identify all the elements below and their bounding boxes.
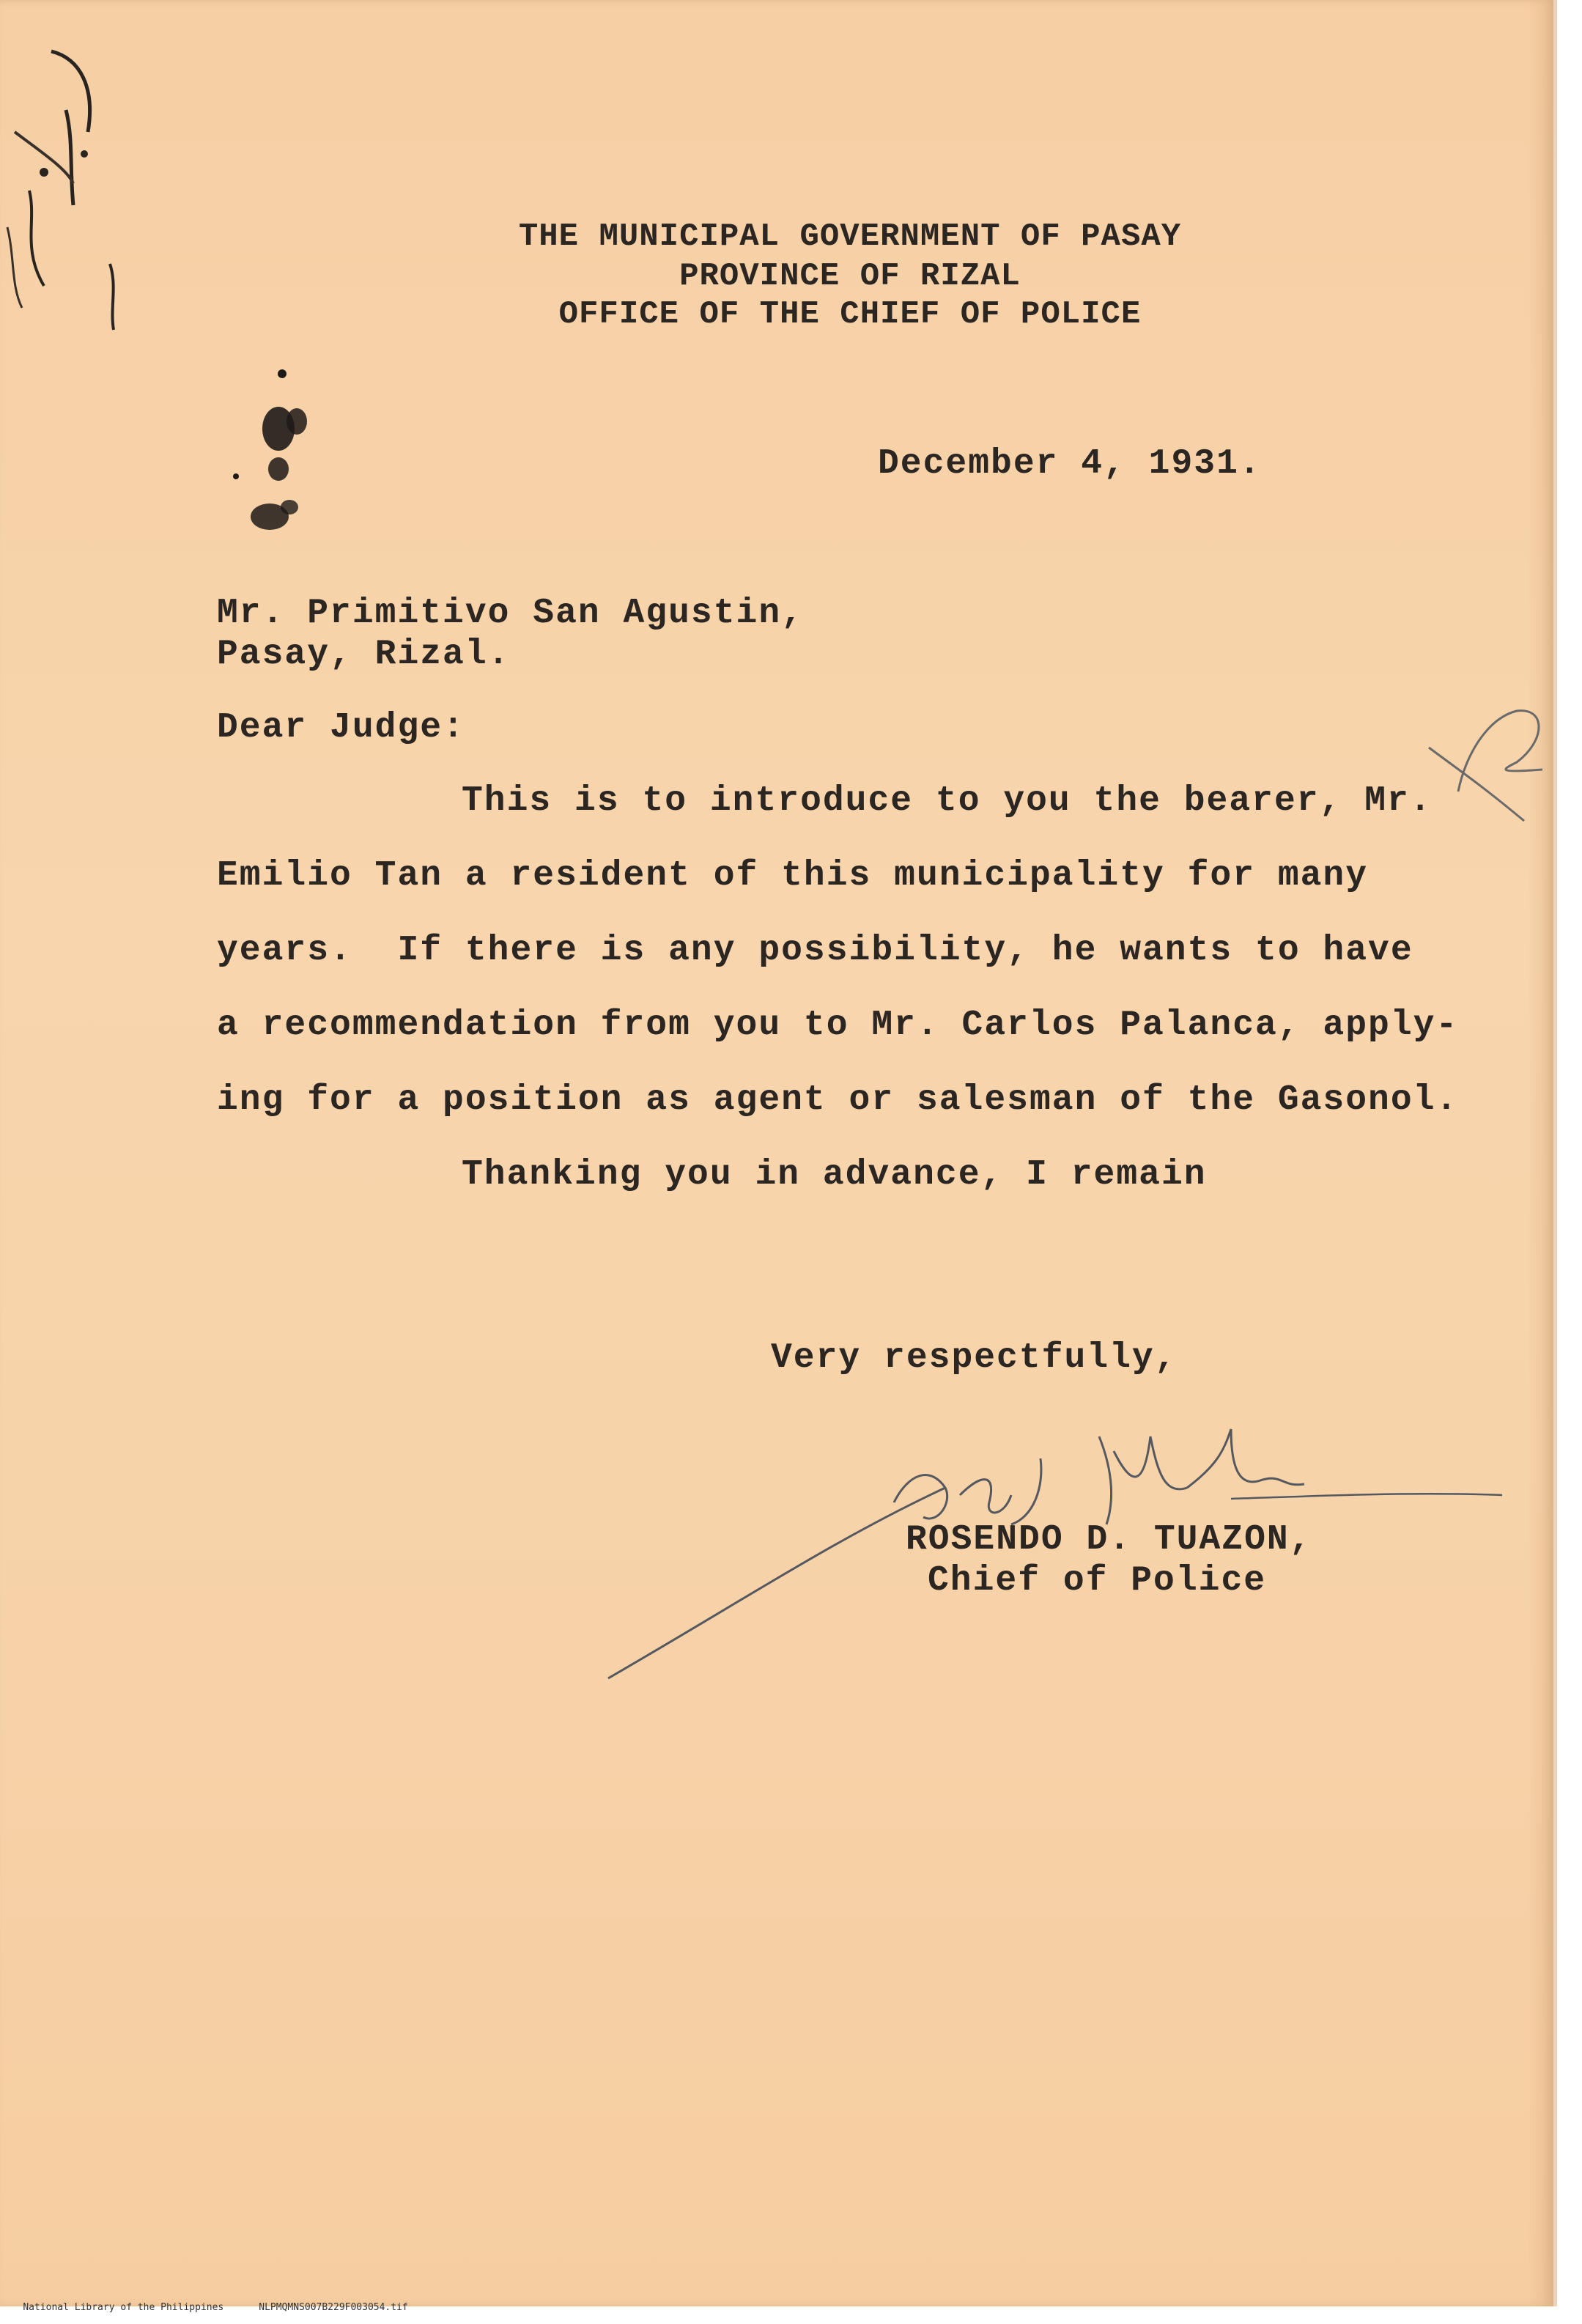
body-line-5: ing for a position as agent or salesman of the Gasonol.	[217, 1080, 1459, 1120]
corner-handwritten-marks	[0, 44, 132, 337]
body-line-2: Emilio Tan a resident of this municipality for many	[217, 856, 1369, 896]
archive-footer-caption	[0, 2291, 443, 2324]
closing: Very respectfully,	[771, 1338, 1178, 1378]
body-line-4: a recommendation from you to Mr. Carlos Palanca, apply-	[217, 1006, 1459, 1045]
body-line-3: years. If there is any possibility, he wants to have	[217, 931, 1413, 970]
footer-institution: National Library of the Philippines	[23, 2302, 224, 2313]
paper-edge-shadow	[1528, 0, 1557, 2306]
ink-blot-stain	[220, 352, 322, 550]
letterhead-line-3: OFFICE OF THE CHIEF OF POLICE	[558, 296, 1142, 333]
letterhead-line-1: THE MUNICIPAL GOVERNMENT OF PASAY	[518, 218, 1182, 255]
salutation: Dear Judge:	[217, 708, 465, 748]
handwritten-initial-mark	[1414, 696, 1561, 850]
body-line-1: This is to introduce to you the bearer, Mr.	[462, 781, 1433, 821]
body-line-6: Thanking you in advance, I remain	[462, 1155, 1207, 1195]
letterhead-line-2: PROVINCE OF RIZAL	[679, 258, 1021, 295]
recipient-address: Pasay, Rizal.	[217, 635, 511, 674]
signatory-name: ROSENDO D. TUAZON,	[906, 1520, 1312, 1560]
signatory-title: Chief of Police	[928, 1561, 1267, 1601]
footer-file-id: NLPMQMNS007B229F003054.tif	[259, 2302, 408, 2313]
letter-date: December 4, 1931.	[878, 444, 1262, 484]
recipient-name: Mr. Primitivo San Agustin,	[217, 594, 804, 633]
